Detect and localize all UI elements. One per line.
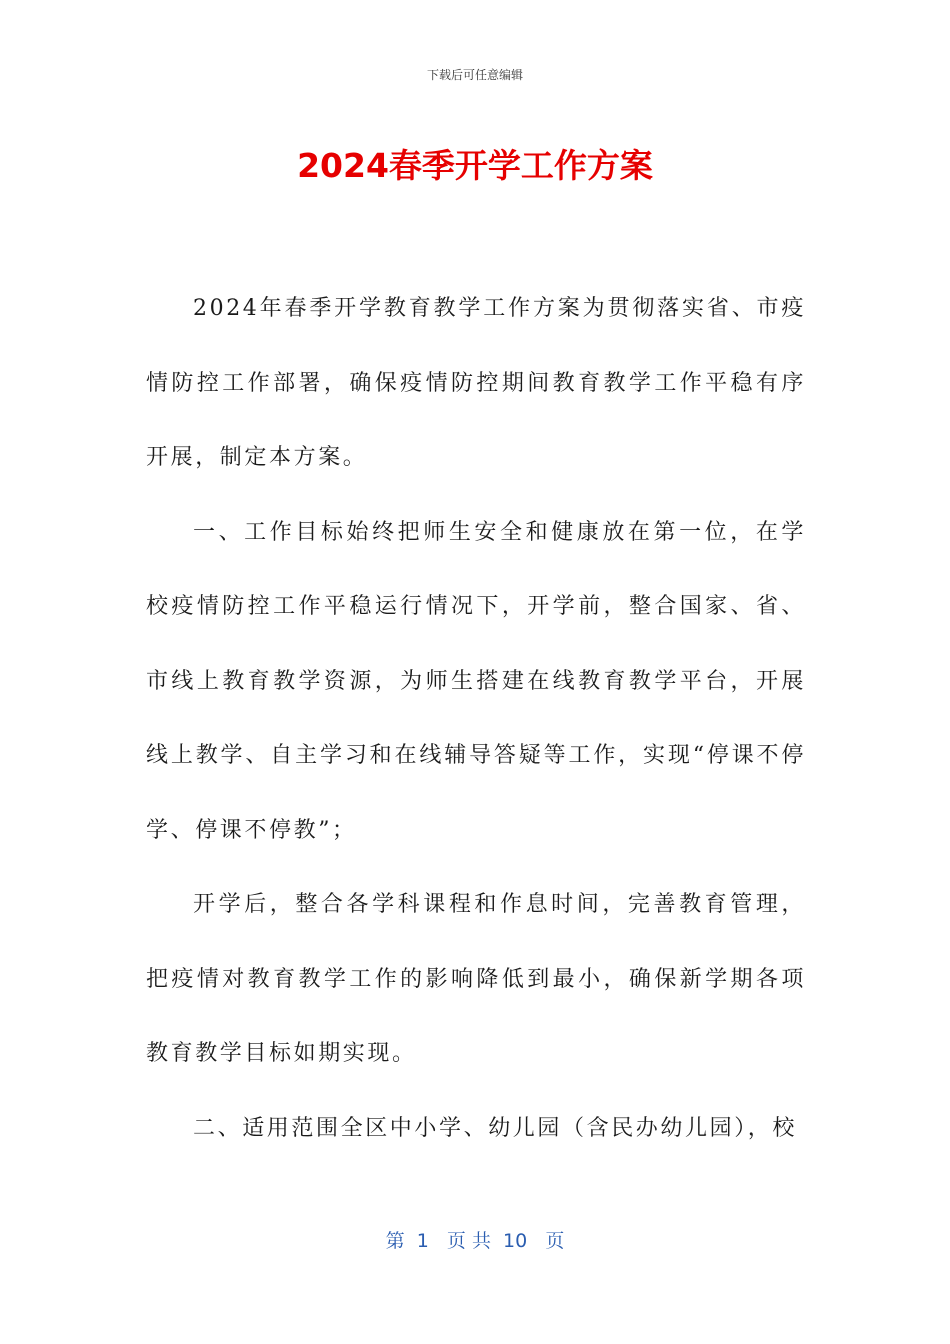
header-note: 下载后可任意编辑 (426, 68, 523, 82)
paragraph-work-goal: 一、工作目标始终把师生安全和健康放在第一位，在学校疫情防控工作平稳运行情况下，开学前，整合国家、省、市线上教育教学资源，为师生搭建在线教育教学平台，开展线上教学、自主学习和在线辅导答疑等工作，实现“停课不停学、停课不停教”； (146, 519, 806, 843)
paragraph-scope: 二、适用范围全区中小学、幼儿园（含民办幼儿园），校 (193, 1115, 798, 1141)
document-title: 2024春季开学工作方案 (297, 146, 653, 185)
document-body (146, 272, 806, 1166)
paragraph-after-school-start: 开学后，整合各学科课程和作息时间，完善教育管理，把疫情对教育教学工作的影响降低到最小，确保新学期各项教育教学目标如期实现。 (146, 892, 806, 1066)
page-number-footer: 第 1 页 共 10 页 (385, 1230, 565, 1252)
paragraph-intro: 2024年春季开学教育教学工作方案为贯彻落实省、市疫情防控工作部署，确保疫情防控期间教育教学工作平稳有序开展，制定本方案。 (146, 296, 806, 470)
